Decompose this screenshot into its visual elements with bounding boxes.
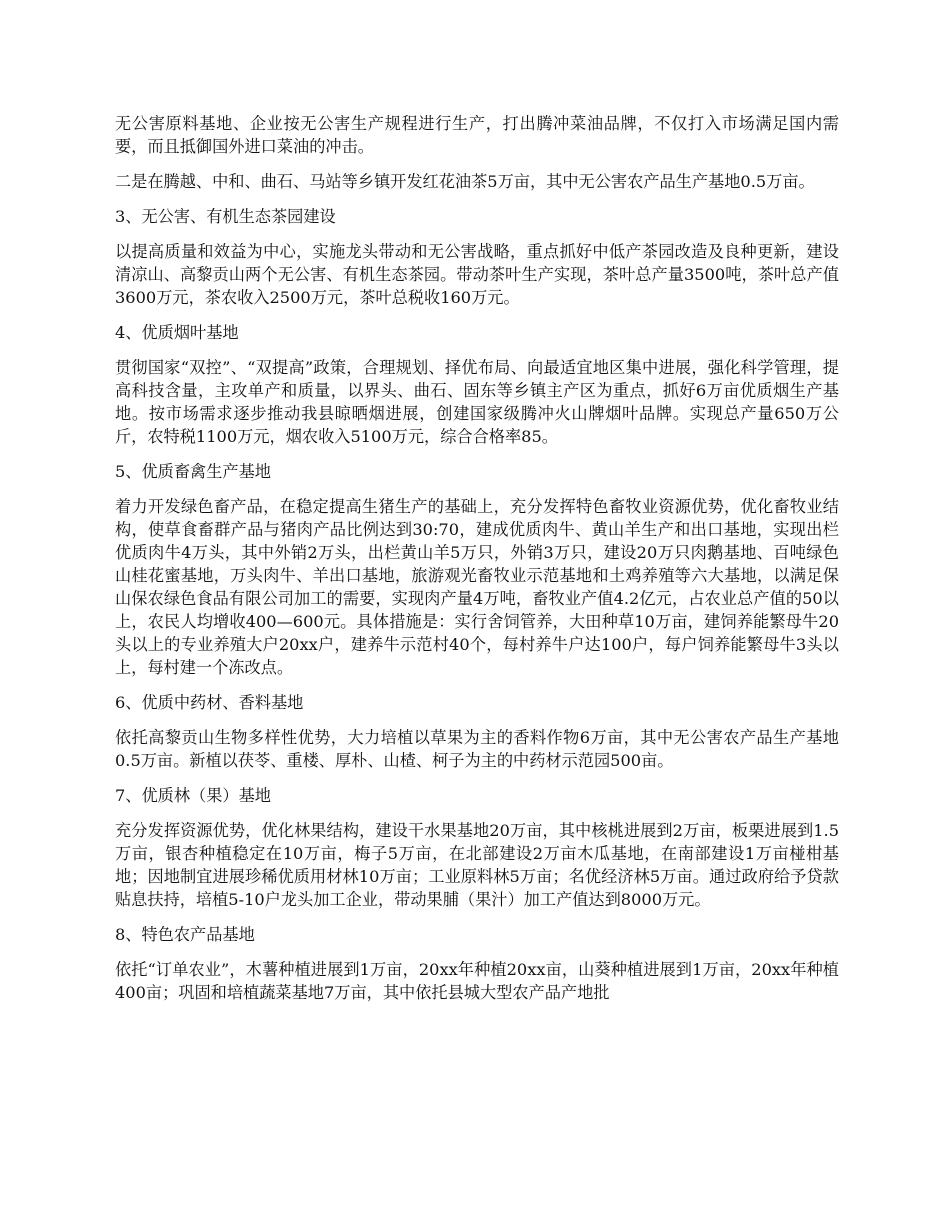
- paragraph-herbs-spices: 依托高黎贡山生物多样性优势，大力培植以草果为主的香料作物6万亩，其中无公害农产品生产基地0.5万亩。新植以茯苓、重楼、厚朴、山楂、柯子为主的中药材示范园500亩。: [115, 728, 839, 770]
- paragraph-livestock: 着力开发绿色畜产品，在稳定提高生猪生产的基础上，充分发挥特色畜牧业资源优势，优化畜牧业结构，使草食畜群产品与猪肉产品比例达到30:70，建成优质肉牛、黄山羊生产和出口基地，实现出栏优质肉牛4万头，其中外销2万头，出栏黄山羊5万只，外销3万只，建设20万只肉鹅基地、百吨绿色山桂花蜜基地，万头肉牛、羊出口基地，旅游观光畜牧业示范基地和土鸡养殖等六大基地，以满足保山保农绿色食品有限公司加工的需要，实现肉产量4万吨，畜牧业产值4.2亿元，占农业总产值的50以上，农民人均增收400—600元。具体措施是：实行舍饲管养，大田种草10万亩，建饲养能繁母牛20头以上的专业养殖大户20xx户，建养牛示范村40个，每村养牛户达100户，每户饲养能繁母牛3头以上，每村建一个冻改点。: [115, 497, 839, 677]
- paragraph-forest-fruit: 充分发挥资源优势，优化林果结构，建设干水果基地20万亩，其中核桃进展到2万亩，板栗进展到1.5万亩，银杏种植稳定在10万亩，梅子5万亩，在北部建设2万亩木瓜基地，在南部建设1万亩椪柑基地；因地制宜进展珍稀优质用材林10万亩；工业原料林5万亩；名优经济林5万亩。通过政府给予贷款贴息扶持，培植5-10户龙头加工企业，带动果脯（果汁）加工产值达到8000万元。: [115, 821, 839, 909]
- section-heading-livestock: 5、优质畜禽生产基地: [115, 462, 271, 481]
- paragraph-tobacco: 贯彻国家“双控”、“双提高”政策，合理规划、择优布局、向最适宜地区集中进展，强化科学管理，提高科技含量，主攻单产和质量，以界头、曲石、固东等乡镇主产区为重点，抓好6万亩优质烟生产基地。按市场需求逐步推动我县晾晒烟进展，创建国家级腾冲火山牌烟叶品牌。实现总产量650万公斤，农特税1100万元，烟农收入5100万元，综合合格率85。: [115, 358, 839, 446]
- section-heading-specialty-produce: 8、特色农产品基地: [115, 925, 255, 944]
- section-heading-herbs-spices: 6、优质中药材、香料基地: [115, 693, 304, 712]
- section-heading-tobacco: 4、优质烟叶基地: [115, 323, 239, 342]
- section-heading-tea-garden: 3、无公害、有机生态茶园建设: [115, 207, 336, 226]
- paragraph-specialty-produce: 依托“订单农业”，木薯种植进展到1万亩，20xx年种植20xx亩，山葵种植进展到1万亩，20xx年种植400亩；巩固和培植蔬菜基地7万亩，其中依托县城大型农产品产地批: [115, 960, 839, 1002]
- section-heading-forest-fruit: 7、优质林（果）基地: [115, 786, 271, 805]
- paragraph-tea-garden: 以提高质量和效益为中心，实施龙头带动和无公害战略，重点抓好中低产茶园改造及良种更新，建设清凉山、高黎贡山两个无公害、有机生态茶园。带动茶叶生产实现，茶叶总产量3500吨，茶叶总产值3600万元，茶农收入2500万元，茶叶总税收160万元。: [115, 242, 839, 307]
- paragraph-camellia-oil: 二是在腾越、中和、曲石、马站等乡镇开发红花油茶5万亩，其中无公害农产品生产基地0.5万亩。: [115, 172, 815, 191]
- document-body: [115, 112, 839, 1016]
- paragraph-rapeseed-base: 无公害原料基地、企业按无公害生产规程进行生产，打出腾冲菜油品牌，不仅打入市场满足国内需要，而且抵御国外进口菜油的冲击。: [115, 114, 839, 156]
